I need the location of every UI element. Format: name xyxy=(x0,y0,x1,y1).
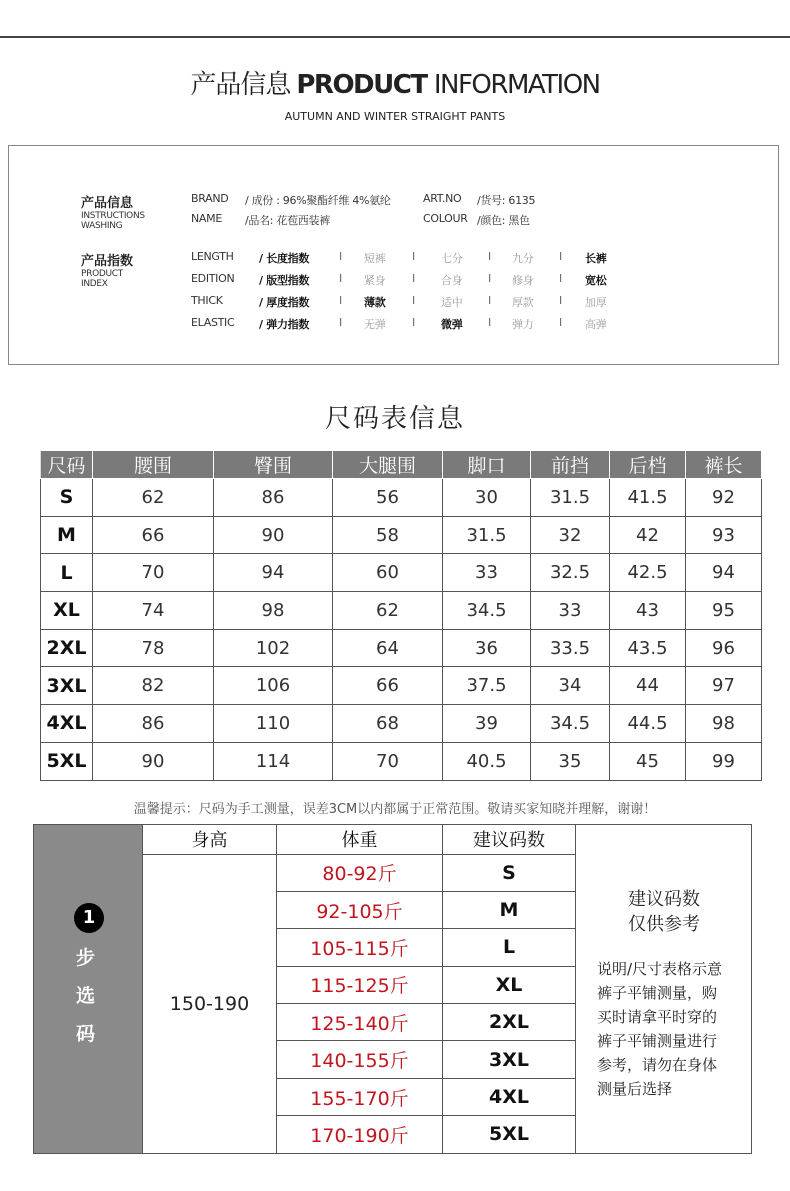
index-option: 厚款 xyxy=(512,296,534,309)
weight-range-cell: 155-170斤 xyxy=(277,1078,443,1115)
advice-note-line: 裤子平铺测量，购 xyxy=(597,984,718,1002)
measurement-cell: 44 xyxy=(610,667,686,705)
table-row xyxy=(41,554,762,592)
measurement-cell: 92 xyxy=(686,479,762,517)
size-label-cell: 5XL xyxy=(41,742,93,780)
title-normal: INFORMATION xyxy=(433,70,600,100)
index-name: / 厚度指数 xyxy=(259,296,310,309)
page-title xyxy=(0,64,790,101)
measurement-cell: 33.5 xyxy=(531,629,610,667)
measurement-cell: 93 xyxy=(686,516,762,554)
measurement-cell: 35 xyxy=(531,742,610,780)
measurement-cell: 99 xyxy=(686,742,762,780)
advice-note-line: 买时请拿平时穿的 xyxy=(597,1008,718,1026)
index-separator: I xyxy=(412,272,416,285)
measurement-cell: 90 xyxy=(214,516,333,554)
size-label-cell: M xyxy=(41,516,93,554)
measurement-cell: 68 xyxy=(333,705,443,743)
page-subtitle: AUTUMN AND WINTER STRAIGHT PANTS xyxy=(284,110,506,123)
measurement-cell: 106 xyxy=(214,667,333,705)
title-bold: PRODUCT xyxy=(296,70,427,100)
measurement-cell: 86 xyxy=(93,705,214,743)
measurement-cell: 62 xyxy=(333,592,443,630)
size-label-cell: 4XL xyxy=(41,705,93,743)
advice-heading: 建议码数 仅供参考 xyxy=(628,889,700,935)
index-separator: I xyxy=(559,250,563,263)
advice-note-line: 测量后选择 xyxy=(597,1080,673,1098)
index-separator: I xyxy=(339,272,343,285)
index-option: 加厚 xyxy=(585,296,607,309)
table-row xyxy=(41,629,762,667)
product-info-box xyxy=(8,145,779,365)
size-col-header: 裤长 xyxy=(686,451,762,479)
measurement-cell: 32 xyxy=(531,516,610,554)
measurement-cell: 74 xyxy=(93,592,214,630)
advice-panel xyxy=(575,825,751,1153)
step-bar xyxy=(34,825,142,1153)
size-col-header: 大腿围 xyxy=(333,451,443,479)
measurement-cell: 98 xyxy=(686,705,762,743)
measurement-cell: 66 xyxy=(333,667,443,705)
size-col-header: 脚口 xyxy=(443,451,531,479)
measurement-cell: 44.5 xyxy=(610,705,686,743)
index-option: 微弹 xyxy=(441,318,463,331)
weight-range-cell: 125-140斤 xyxy=(277,1004,443,1041)
table-row xyxy=(41,479,762,517)
table-row xyxy=(41,742,762,780)
index-name: / 长度指数 xyxy=(259,252,310,265)
measurement-cell: 40.5 xyxy=(443,742,531,780)
size-label-cell: S xyxy=(41,479,93,517)
measurement-cell: 42 xyxy=(610,516,686,554)
size-label-cell: 3XL xyxy=(41,667,93,705)
advice-note-line: 裤子平铺测量进行 xyxy=(597,1032,718,1050)
size-label-cell: 2XL xyxy=(41,629,93,667)
index-separator: I xyxy=(488,272,492,285)
measurement-cell: 94 xyxy=(214,554,333,592)
suggested-size-cell: XL xyxy=(443,966,576,1003)
index-option: 高弹 xyxy=(585,318,607,331)
size-table-body xyxy=(41,479,762,781)
measurement-cell: 31.5 xyxy=(443,516,531,554)
table-row xyxy=(41,705,762,743)
measurement-cell: 56 xyxy=(333,479,443,517)
index-separator: I xyxy=(339,294,343,307)
index-option: 紧身 xyxy=(364,274,386,287)
index-option: 短裤 xyxy=(364,252,386,265)
weight-range-cell: 140-155斤 xyxy=(277,1041,443,1078)
index-option: 合身 xyxy=(441,274,463,287)
measurement-cell: 33 xyxy=(531,592,610,630)
measurement-cell: 102 xyxy=(214,629,333,667)
size-table-header xyxy=(41,451,762,479)
index-separator: I xyxy=(412,250,416,263)
index-separator: I xyxy=(559,272,563,285)
index-option: 无弹 xyxy=(364,318,386,331)
index-name: / 弹力指数 xyxy=(259,318,310,331)
suggested-size-cell: 4XL xyxy=(443,1078,576,1115)
index-separator: I xyxy=(488,294,492,307)
weight-range-cell: 92-105斤 xyxy=(277,891,443,928)
brand-label: BRAND xyxy=(191,192,229,205)
measurement-cell: 82 xyxy=(93,667,214,705)
height-header: 身高 xyxy=(143,825,277,854)
table-row xyxy=(41,667,762,705)
measurement-cell: 30 xyxy=(443,479,531,517)
colour-value: /颜色: 黑色 xyxy=(477,214,530,227)
measurement-cell: 70 xyxy=(93,554,214,592)
name-label: NAME xyxy=(191,212,222,225)
size-guide-body xyxy=(143,854,576,1153)
size-col-header: 后档 xyxy=(610,451,686,479)
measurement-cell: 42.5 xyxy=(610,554,686,592)
weight-header: 体重 xyxy=(277,825,443,854)
artno-value: /货号: 6135 xyxy=(477,194,536,207)
measurement-cell: 96 xyxy=(686,629,762,667)
size-guide xyxy=(33,824,752,1154)
advice-note-line: 说明/尺寸表格示意 xyxy=(597,960,723,978)
index-name: / 版型指数 xyxy=(259,274,310,287)
index-option: 薄款 xyxy=(364,296,386,309)
measurement-cell: 114 xyxy=(214,742,333,780)
colour-label: COLOUR xyxy=(423,212,468,225)
index-option: 修身 xyxy=(512,274,534,287)
index-option: 九分 xyxy=(512,252,534,265)
index-option: 适中 xyxy=(441,296,463,309)
measurement-cell: 37.5 xyxy=(443,667,531,705)
size-col-header: 臀围 xyxy=(214,451,333,479)
measurement-tip: 温馨提示：尺码为手工测量，误差3CM以内都属于正常范围。敬请买家知晓并理解，谢谢！ xyxy=(133,802,657,817)
size-col-header: 前挡 xyxy=(531,451,610,479)
index-separator: I xyxy=(339,316,343,329)
index-option: 弹力 xyxy=(512,318,534,331)
measurement-cell: 58 xyxy=(333,516,443,554)
index-option: 七分 xyxy=(441,252,463,265)
size-guide-table xyxy=(142,825,576,1154)
measurement-cell: 43 xyxy=(610,592,686,630)
measurement-cell: 39 xyxy=(443,705,531,743)
top-divider xyxy=(0,36,790,38)
step-char-3: 码 xyxy=(76,1023,96,1045)
table-row xyxy=(41,592,762,630)
index-separator: I xyxy=(488,316,492,329)
measurement-cell: 78 xyxy=(93,629,214,667)
suggested-size-cell: L xyxy=(443,929,576,966)
step-char-1: 步 xyxy=(76,947,96,969)
size-header: 建议码数 xyxy=(443,825,576,854)
weight-range-cell: 105-115斤 xyxy=(277,929,443,966)
artno-label: ART.NO xyxy=(423,192,462,205)
instructions-section-label: 产品信息 INSTRUCTIONS WASHING xyxy=(81,196,145,231)
table-row xyxy=(41,516,762,554)
suggested-size-cell: 5XL xyxy=(443,1116,576,1153)
measurement-cell: 70 xyxy=(333,742,443,780)
measurement-cell: 33 xyxy=(443,554,531,592)
step-number-badge: 1 xyxy=(74,903,104,933)
size-label-cell: L xyxy=(41,554,93,592)
index-separator: I xyxy=(559,294,563,307)
size-col-header: 腰围 xyxy=(93,451,214,479)
index-separator: I xyxy=(339,250,343,263)
name-value: /品名: 花苞西装裤 xyxy=(245,214,330,227)
measurement-cell: 34 xyxy=(531,667,610,705)
measurement-cell: 60 xyxy=(333,554,443,592)
index-label: LENGTH xyxy=(191,250,234,263)
index-option: 长裤 xyxy=(585,252,607,265)
index-separator: I xyxy=(412,294,416,307)
title-cn: 产品信息 xyxy=(190,70,291,100)
index-separator: I xyxy=(412,316,416,329)
index-label: EDITION xyxy=(191,272,235,285)
measurement-cell: 43.5 xyxy=(610,629,686,667)
size-table xyxy=(40,450,762,781)
measurement-cell: 36 xyxy=(443,629,531,667)
weight-range-cell: 80-92斤 xyxy=(277,854,443,891)
index-separator: I xyxy=(559,316,563,329)
measurement-cell: 90 xyxy=(93,742,214,780)
index-option: 宽松 xyxy=(585,274,607,287)
index-label: ELASTIC xyxy=(191,316,235,329)
size-table-title: 尺码表信息 xyxy=(324,404,465,434)
advice-note xyxy=(597,957,747,1101)
size-label-cell: XL xyxy=(41,592,93,630)
measurement-cell: 62 xyxy=(93,479,214,517)
composition-value: / 成份 : 96%聚酯纤维 4%氨纶 xyxy=(245,194,391,207)
measurement-cell: 86 xyxy=(214,479,333,517)
measurement-cell: 32.5 xyxy=(531,554,610,592)
measurement-cell: 64 xyxy=(333,629,443,667)
index-section-label: 产品指数 PRODUCT INDEX xyxy=(81,254,134,289)
measurement-cell: 95 xyxy=(686,592,762,630)
weight-range-cell: 115-125斤 xyxy=(277,966,443,1003)
size-col-header: 尺码 xyxy=(41,451,93,479)
suggested-size-cell: M xyxy=(443,891,576,928)
index-label: THICK xyxy=(191,294,223,307)
suggested-size-cell: 2XL xyxy=(443,1004,576,1041)
measurement-cell: 94 xyxy=(686,554,762,592)
suggested-size-cell: S xyxy=(443,854,576,891)
advice-note-line: 参考，请勿在身体 xyxy=(597,1056,718,1074)
measurement-cell: 97 xyxy=(686,667,762,705)
table-row xyxy=(143,854,576,891)
index-separator: I xyxy=(488,250,492,263)
measurement-cell: 34.5 xyxy=(531,705,610,743)
measurement-cell: 31.5 xyxy=(531,479,610,517)
measurement-cell: 98 xyxy=(214,592,333,630)
weight-range-cell: 170-190斤 xyxy=(277,1116,443,1153)
step-char-2: 选 xyxy=(76,985,96,1007)
height-range-cell: 150-190 xyxy=(143,854,277,1153)
measurement-cell: 41.5 xyxy=(610,479,686,517)
measurement-cell: 34.5 xyxy=(443,592,531,630)
suggested-size-cell: 3XL xyxy=(443,1041,576,1078)
measurement-cell: 110 xyxy=(214,705,333,743)
measurement-cell: 45 xyxy=(610,742,686,780)
measurement-cell: 66 xyxy=(93,516,214,554)
